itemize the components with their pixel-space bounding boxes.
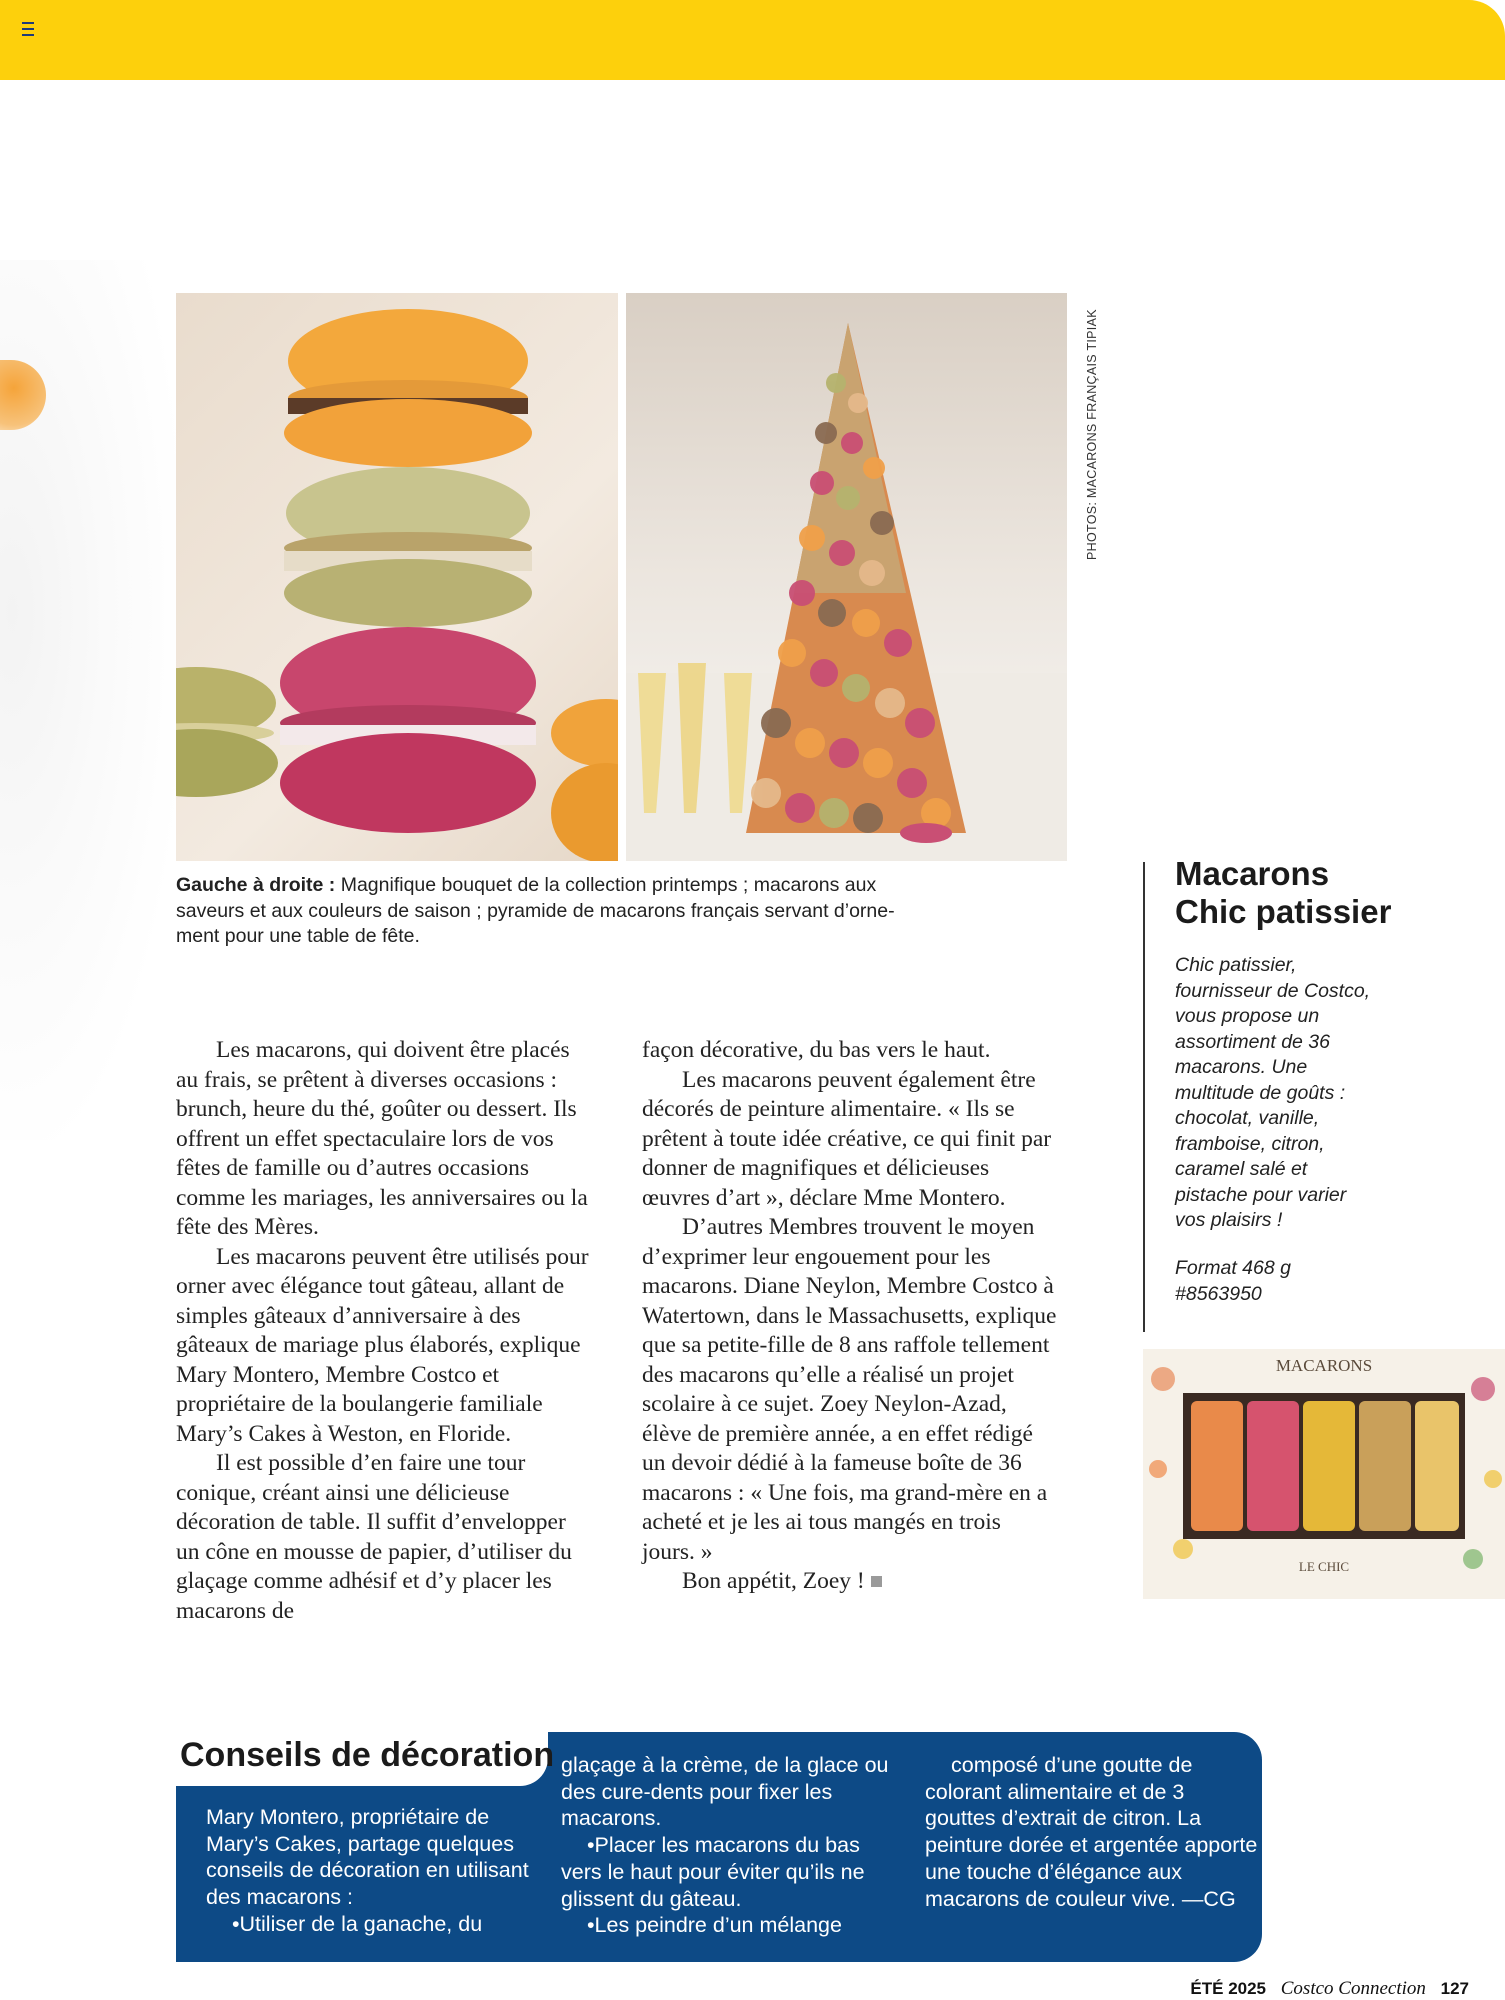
tips-bullet-continuation: glaçage à la crème, de la glace ou des cure-dents pour fixer les macarons.: [561, 1753, 889, 1831]
caption-line: Magnifique bouquet de la collection printemps ; macarons aux: [340, 874, 877, 896]
product-box-image: [1143, 1349, 1505, 1599]
tips-bullet: •Placer les macarons du bas vers le haut pour éviter qu’ils ne glissent du gâteau.: [561, 1833, 865, 1911]
stacked-macarons-illustration: [176, 293, 618, 861]
article-paragraph: Il est possible d’en faire une tour conique, créant ainsi une délicieuse décoration de table. Il suffit d’envelopper un cône en mousse de papier, d’utiliser du glaçage comme adhésif et d’y placer les macarons de: [176, 1450, 572, 1624]
sidebar-title-line: Chic patissier: [1175, 893, 1392, 930]
tips-intro: Mary Montero, propriétaire de Mary’s Cakes, partage quelques conseils de décoration en utilisant des macarons :: [206, 1805, 529, 1910]
box-label-bottom: LE CHIC: [1298, 1559, 1350, 1574]
article-closing: [642, 1567, 1057, 1597]
photo-caption: [176, 873, 976, 950]
menu-icon[interactable]: [22, 22, 34, 36]
photo-stacked-macarons: [176, 293, 618, 861]
article-column-2: [642, 1036, 1057, 1597]
article-paragraph-continuation: façon décorative, du bas vers le haut.: [642, 1037, 991, 1063]
footer-magazine: Costco Connection: [1280, 1978, 1426, 1999]
article-paragraph: D’autres Membres trouvent le moyen d’exprimer leur engouement pour les macarons. Diane Neylon, Membre Costco à Watertown, dans le Massachusetts, explique que sa petite-fille de 8 ans raffole tellement des macarons qu’elle a réalisé un projet scolaire à ce sujet. Zoey Neylon-Azad, élève de première année, a en effet rédigé un devoir dédié à la fameuse boîte de 36 macarons : « Une fois, ma grand-mère en a acheté et je les ai tous mangés en trois jours. »: [642, 1214, 1057, 1565]
tips-bullet: •Utiliser de la ganache, du: [232, 1911, 483, 1936]
tips-column-3: [925, 1752, 1260, 1912]
caption-line: saveurs et aux couleurs de saison ; pyramide de macarons français servant d’orne-: [176, 899, 895, 922]
caption-lead: Gauche à droite :: [176, 874, 336, 896]
tips-column-1: [206, 1804, 551, 1938]
article-paragraph: Les macarons peuvent être utilisés pour orner avec élégance tout gâteau, allant de simples gâteaux d’anniversaire à des gâteaux de mariage plus élaborés, explique Mary Montero, Membre Costco et propriétaire de la boulangerie familiale Mary’s Cakes à Weston, en Floride.: [176, 1243, 589, 1447]
sidebar-format: [1175, 1256, 1375, 1307]
macaron-pyramid-illustration: [626, 293, 1067, 861]
product-item-number: #8563950: [1175, 1282, 1262, 1305]
end-mark-icon: [871, 1576, 882, 1587]
tips-bullet-continuation: composé d’une goutte de colorant alimentaire et de 3 gouttes d’extrait de citron. La peinture dorée et argentée apporte une touche d’élégance aux macarons de couleur vive. —CG: [925, 1753, 1258, 1911]
macaron-box-illustration: [1143, 1349, 1505, 1599]
tips-bullet: •Les peindre d’un mélange: [587, 1913, 842, 1938]
sidebar-title: [1175, 855, 1495, 931]
article-paragraph: Les macarons, qui doivent être placés au frais, se prêtent à diverses occasions : brunch, heure du thé, goûter ou dessert. Ils offrent un effet spectaculaire lors de vos fêtes de famille ou d’autres occasions comme les mariages, les anniversaires ou la fête des Mères.: [176, 1037, 588, 1240]
article-column-1: [176, 1036, 591, 1626]
tips-column-2: [561, 1752, 906, 1939]
photo-credit: PHOTOS: MACARONS FRANÇAIS TIPIAK: [1085, 309, 1099, 560]
box-label-top: MACARONS: [1275, 1356, 1373, 1375]
top-banner: [0, 0, 1505, 80]
footer-season: ÉTÉ 2025: [1190, 1979, 1267, 1998]
tips-title: Conseils de décoration: [180, 1736, 555, 1774]
photo-macaron-pyramid: [626, 293, 1067, 861]
sidebar-title-line: Macarons: [1175, 855, 1330, 892]
sidebar-description: Chic patissier, fournisseur de Costco, vous propose un assortiment de 36 macarons. Une multitude de goûts : chocolat, vanille, framboise, citron, caramel salé et pistache pour varier vos plaisirs !: [1175, 954, 1371, 1231]
page-footer: [1190, 1978, 1469, 2000]
sidebar-divider: [1143, 862, 1145, 1332]
page-number: 127: [1440, 1979, 1469, 1998]
article-closing-text: Bon appétit, Zoey !: [682, 1568, 865, 1594]
caption-line: ment pour une table de fête.: [176, 925, 420, 947]
article-paragraph: Les macarons peuvent également être décorés de peinture alimentaire. « Ils se prêtent à toute idée créative, ce qui finit par donner de magnifiques et délicieuses œuvres d’art », déclare Mme Montero.: [642, 1066, 1052, 1211]
product-size: Format 468 g: [1175, 1257, 1291, 1279]
